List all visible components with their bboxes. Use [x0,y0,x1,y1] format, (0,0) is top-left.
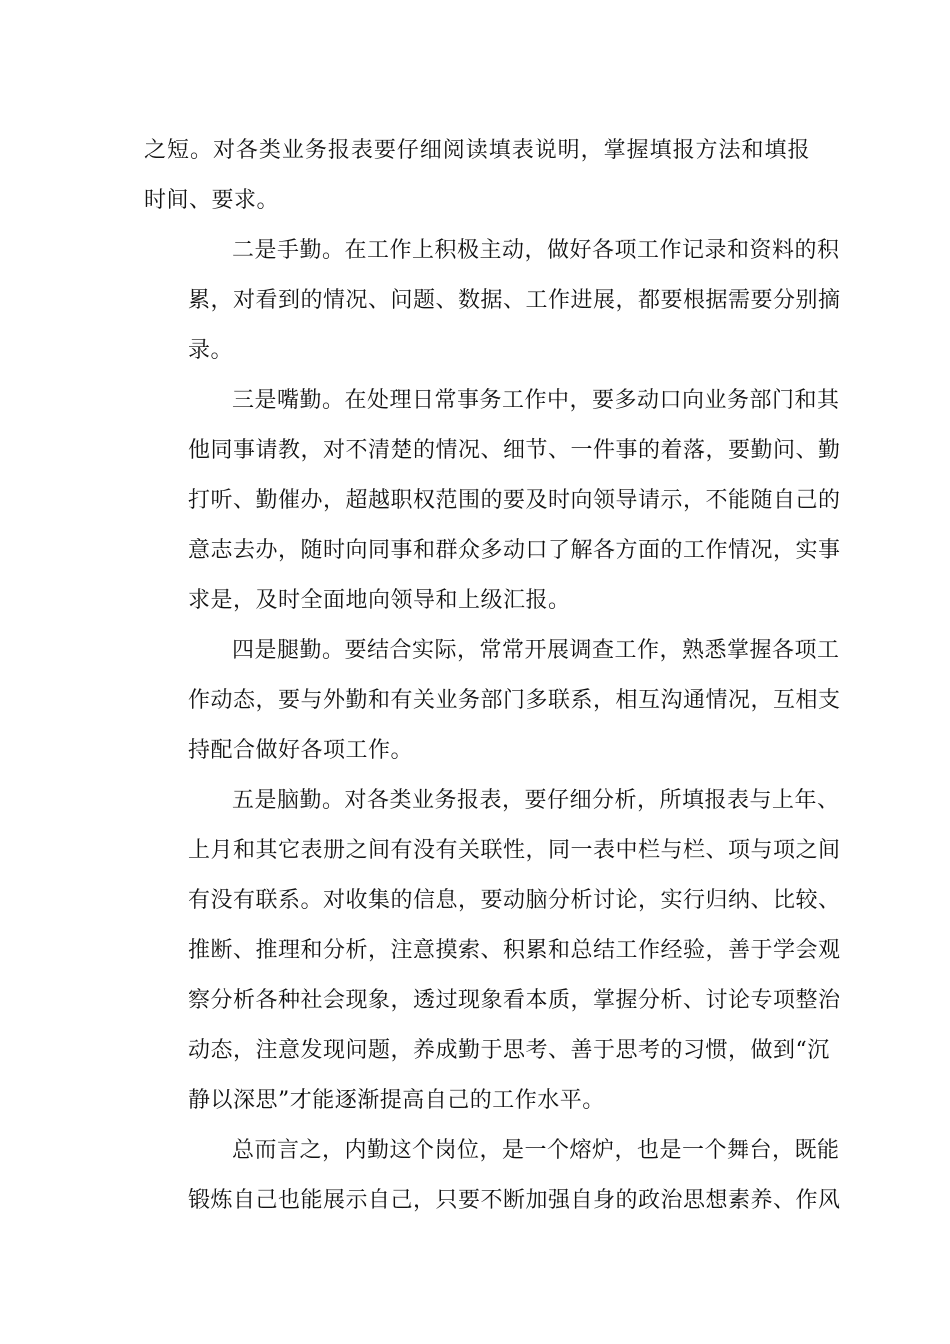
text-line: 作动态，要与外勤和有关业务部门多联系，相互沟通情况，互相支 [188,688,841,713]
text-line: 三是嘴勤。在处理日常事务工作中，要多动口向业务部门和其 [232,388,840,413]
text-line: 他同事请教，对不清楚的情况、细节、一件事的着落，要勤问、勤 [188,438,841,463]
text-line: 五是脑勤。对各类业务报表，要仔细分析，所填报表与上年、 [232,788,840,813]
text-line: 上月和其它表册之间有没有关联性，同一表中栏与栏、项与项之间 [188,838,841,863]
text-line: 总而言之，内勤这个岗位，是一个熔炉，也是一个舞台，既能 [232,1138,840,1163]
paragraph [144,776,841,1126]
text-line: 推断、推理和分析，注意摸索、积累和总结工作经验，善于学会观 [188,938,841,963]
text-line: 时间、要求。 [144,188,280,213]
text-line: 求是，及时全面地向领导和上级汇报。 [188,588,571,613]
text-line: 累，对看到的情况、问题、数据、工作进展，都要根据需要分别摘 [188,288,841,313]
text-line: 有没有联系。对收集的信息，要动脑分析讨论，实行归纳、比较、 [188,888,841,913]
text-line: 察分析各种社会现象，透过现象看本质，掌握分析、讨论专项整治 [188,988,841,1013]
text-line: 动态，注意发现问题，养成勤于思考、善于思考的习惯，做到“沉 [188,1038,830,1063]
paragraph [144,126,810,226]
text-line: 锻炼自己也能展示自己，只要不断加强自身的政治思想素养、作风 [188,1188,841,1213]
text-line: 静以深思”才能逐渐提高自己的工作水平。 [188,1088,605,1113]
text-line: 意志去办，随时向同事和群众多动口了解各方面的工作情况，实事 [188,538,841,563]
text-line: 二是手勤。在工作上积极主动，做好各项工作记录和资料的积 [232,238,840,263]
paragraph [144,1126,841,1226]
text-line: 打听、勤催办，超越职权范围的要及时向领导请示，不能随自己的 [188,488,841,513]
text-line: 之短。对各类业务报表要仔细阅读填表说明，掌握填报方法和填报 [144,138,810,163]
document-body [144,126,841,1226]
text-line: 录。 [188,338,234,363]
text-line: 持配合做好各项工作。 [188,738,414,763]
text-line: 四是腿勤。要结合实际，常常开展调查工作，熟悉掌握各项工 [232,638,840,663]
paragraph [144,626,841,776]
paragraph [144,226,841,376]
paragraph [144,376,841,626]
